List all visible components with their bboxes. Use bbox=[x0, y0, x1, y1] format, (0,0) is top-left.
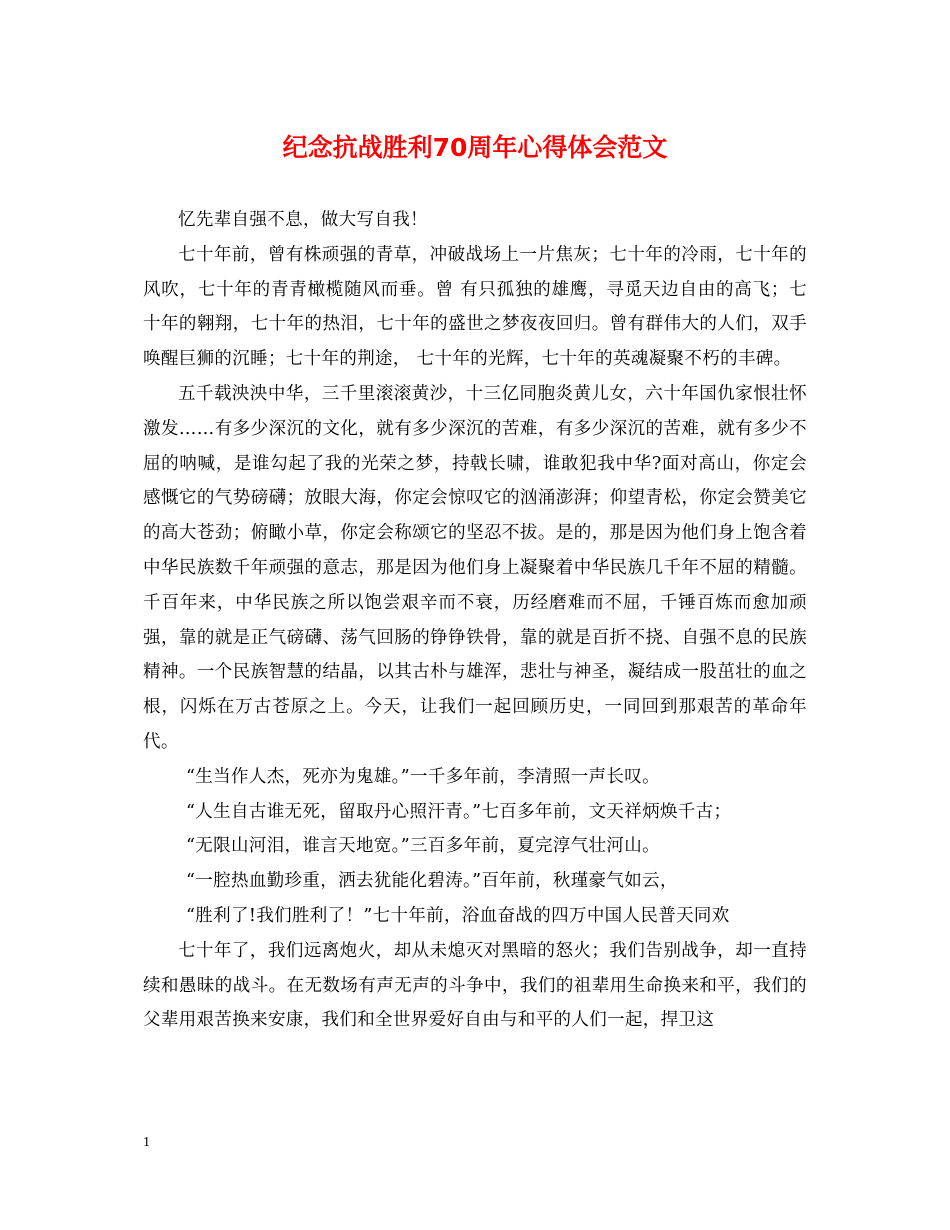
paragraph-seventy-years-ago: 七十年前，曾有株顽强的青草，冲破战场上一片焦灰；七十年的冷雨，七十年的风吹，七十年的青青橄榄随风而垂。曾 有只孤独的雄鹰，寻觅天边自由的高飞；七十年的翱翔，七十年的热泪，七十年的盛世之梦夜夜回归。曾有群伟大的人们，双手唤醒巨狮的沉睡；七十年的荆途， 七十年的光辉，七十年的英魂凝聚不朽的丰碑。 bbox=[143, 244, 807, 370]
quote-qiu-jin: “一腔热血勤珍重，洒去犹能化碧涛。”百年前，秋瑾豪气如云， bbox=[186, 871, 678, 892]
quote-victory: “胜利了!我们胜利了！”七十年前，浴血奋战的四万中国人民普天同欢 bbox=[186, 905, 730, 926]
document-title: 纪念抗战胜利70周年心得体会范文 bbox=[282, 133, 668, 162]
paragraph-seventy-years-on: 七十年了，我们远离炮火，却从未熄灭对黑暗的怒火；我们告别战争，却一直持续和愚昧的战斗。在无数场有声无声的斗争中，我们的祖辈用生命换来和平，我们的父辈用艰苦换来安康，我们和全世界爱好自由与和平的人们一起，捍卫这 bbox=[143, 940, 807, 1031]
document-body bbox=[143, 203, 807, 1038]
quote-wen-tianxiang: “人生自古谁无死，留取丹心照汗青。”七百多年前，文天祥炳焕千古； bbox=[186, 801, 732, 822]
quote-xia-wanchun: “无限山河泪，谁言天地宽。”三百多年前，夏完淳气壮河山。 bbox=[186, 836, 660, 857]
page-number: 1 bbox=[143, 1135, 150, 1150]
quote-li-qingzhao: “生当作人杰，死亦为鬼雄。”一千多年前，李清照一声长叹。 bbox=[186, 766, 660, 787]
paragraph-intro: 忆先辈自强不息，做大写自我！ bbox=[178, 210, 428, 230]
paragraph-five-thousand-years: 五千载泱泱中华，三千里滚滚黄沙，十三亿同胞炎黄儿女，六十年国仇家恨壮怀激发……有多少深沉的文化，就有多少深沉的苦难，有多少深沉的苦难，就有多少不屈的呐喊，是谁勾起了我的光荣之梦，持戟长啸，谁敢犯我中华?面对高山，你定会感慨它的气势磅礴；放眼大海，你定会惊叹它的汹涌澎湃；仰望青松，你定会赞美它的高大苍劲；俯瞰小草，你定会称颂它的坚忍不拔。是的，那是因为他们身上饱含着中华民族数千年顽强的意志，那是因为他们身上凝聚着中华民族几千年不屈的精髓。千百年来，中华民族之所以饱尝艰辛而不衰，历经磨难而不屈，千锤百炼而愈加顽强，靠的就是正气磅礴、荡气回肠的铮铮铁骨，靠的就是百折不挠、自强不息的民族精神。一个民族智慧的结晶，以其古朴与雄浑，悲壮与神圣，凝结成一股茁壮的血之根，闪烁在万古苍原之上。今天，让我们一起回顾历史，一同回到那艰苦的革命年代。 bbox=[143, 383, 807, 752]
